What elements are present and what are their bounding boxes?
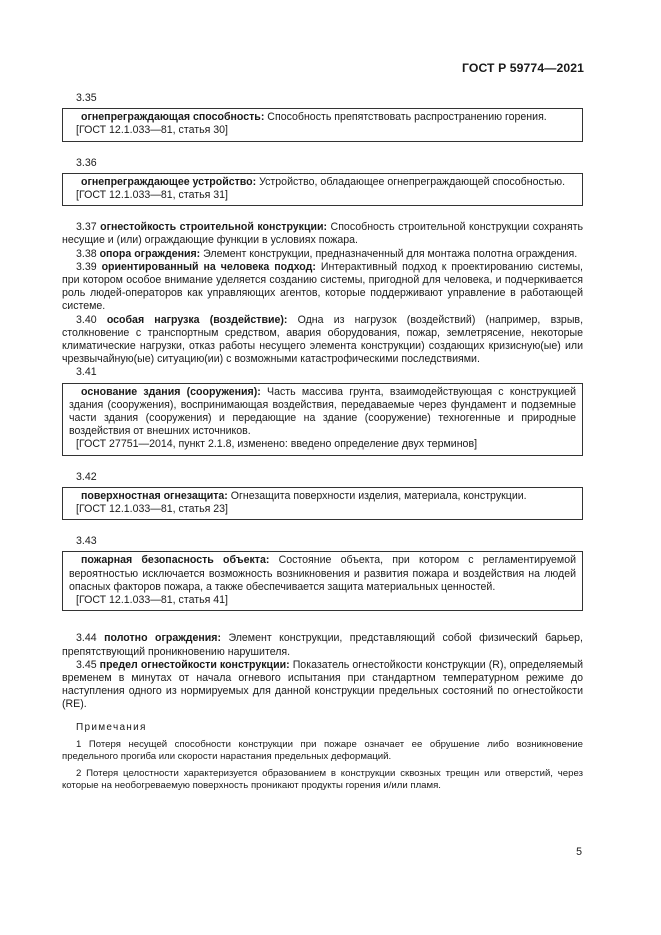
term: основание здания (сооружения):	[81, 385, 261, 398]
term: особая нагрузка (воздействие):	[106, 313, 288, 326]
definition-text	[69, 176, 576, 189]
definition: Показатель огнестойкости конструкции (R), определяемый временем в минутах от начала огневого испытания при стандартном температурном режиме до наступления одного из нормируемых для данной конструкции предельных состояний по огнестойкости (RE).	[62, 658, 584, 711]
definition-text	[69, 111, 576, 124]
entry-number: 3.43	[76, 535, 97, 548]
definition: Элемент конструкции, представляющий собой физический барьер, препятствующий проникновению нарушителя.	[62, 632, 584, 658]
definition: Элемент конструкции, предназначенный для монтажа полотна ограждения.	[200, 247, 578, 260]
source-reference: [ГОСТ 12.1.033—81, статья 30]	[76, 124, 229, 137]
entry-number: 3.37	[76, 221, 101, 234]
definition: Способность строительной конструкции сохранять несущие и (или) ограждающие функции в условиях пожара.	[62, 221, 584, 247]
source-reference: [ГОСТ 12.1.033—81, статья 41]	[76, 594, 229, 607]
entry-number: 3.36	[76, 156, 97, 169]
term: опора ограждения:	[99, 247, 201, 260]
term: полотно ограждения:	[104, 632, 222, 645]
term: пожарная безопасность объекта:	[81, 554, 270, 567]
definition: Интерактивный подход к проектированию системы, при котором особое внимание уделяется созданию системы, пригодной для человека, и подчеркивается роль людей-операторов как управляющих агентов, которые поддерживают управление в работающей системе.	[62, 260, 584, 313]
definition-paragraph	[62, 248, 583, 261]
notes-title: Примечания	[76, 721, 147, 733]
definition: Способность препятствовать распространению горения.	[264, 111, 547, 124]
definition-box	[62, 487, 583, 520]
definition: Огнезащита поверхности изделия, материала, конструкции.	[227, 489, 527, 502]
definition-box	[62, 108, 583, 141]
definition-text	[69, 554, 576, 594]
note-item: 2 Потеря целостности характеризуется образованием в конструкции сквозных трещин или отверстий, через которые на необогреваемую поверхность проникают продукты горения и/или пламя.	[62, 767, 583, 791]
page-number: 5	[576, 846, 582, 858]
definition: Состояние объекта, при котором с регламентируемой вероятностью исключается возможность возникновения и развития пожара и воздействия на людей опасных факторов пожара, а также обеспечивается защита материальных ценностей.	[69, 554, 576, 593]
definition-paragraph	[62, 314, 583, 367]
term: огнепреграждающее устройство:	[81, 175, 257, 188]
definition-box	[62, 383, 583, 456]
definition-paragraph	[62, 632, 583, 658]
definition: Устройство, обладающее огнепреграждающей способностью.	[256, 175, 566, 188]
definition-paragraph	[62, 659, 583, 712]
term: ориентированный на человека подход:	[101, 260, 316, 273]
source-reference: [ГОСТ 12.1.033—81, статья 31]	[76, 189, 229, 202]
term: поверхностная огнезащита:	[81, 489, 228, 502]
entry-number: 3.38	[76, 247, 100, 260]
standard-header: ГОСТ Р 59774—2021	[462, 61, 584, 75]
entry-number: 3.45	[76, 658, 100, 671]
term: огнепреграждающая способность:	[81, 111, 265, 124]
note-item: 1 Потеря несущей способности конструкции при пожаре означает ее обрушение либо возникновение предельного прогиба или скорости нарастания предельных деформаций.	[62, 738, 583, 763]
term: огнестойкость строительной конструкции:	[100, 221, 328, 234]
definition-text	[69, 386, 576, 439]
entry-number: 3.39	[76, 260, 102, 273]
definition-box	[62, 551, 583, 611]
term: предел огнестойкости конструкции:	[99, 658, 290, 671]
entry-number: 3.40	[76, 313, 107, 326]
entry-number: 3.35	[76, 92, 97, 104]
source-reference: [ГОСТ 12.1.033—81, статья 23]	[76, 503, 229, 516]
definition-paragraph	[62, 261, 583, 314]
definition: Одна из нагрузок (воздействий) (например, взрыв, столкновение с транспортным средством, авария оборудования, пожар, землетрясение, некоторые климатические нагрузки, отказ работы несущего элемента конструкции) создающих кризисную(ые) или чрезвычайную(ые) ситуацию(ии) с возможными катастрофическими последствиями.	[62, 313, 584, 366]
definition-text	[69, 490, 576, 503]
source-reference: [ГОСТ 27751—2014, пункт 2.1.8, изменено: введено определение двух терминов]	[76, 438, 478, 451]
document-body	[62, 92, 583, 796]
entry-number: 3.44	[76, 632, 105, 645]
entry-number: 3.41	[76, 366, 97, 379]
entry-number: 3.42	[76, 470, 97, 483]
definition: Часть массива грунта, взаимодействующая с конструкцией здания (сооружения), воспринимающая воздействия, передаваемые через фундамент и подземные части здания (сооружения) и передающие на здание (сооружение) техногенные и природные воздействия от внешних источников.	[69, 385, 576, 438]
definition-box	[62, 173, 583, 206]
definition-paragraph	[62, 221, 583, 247]
